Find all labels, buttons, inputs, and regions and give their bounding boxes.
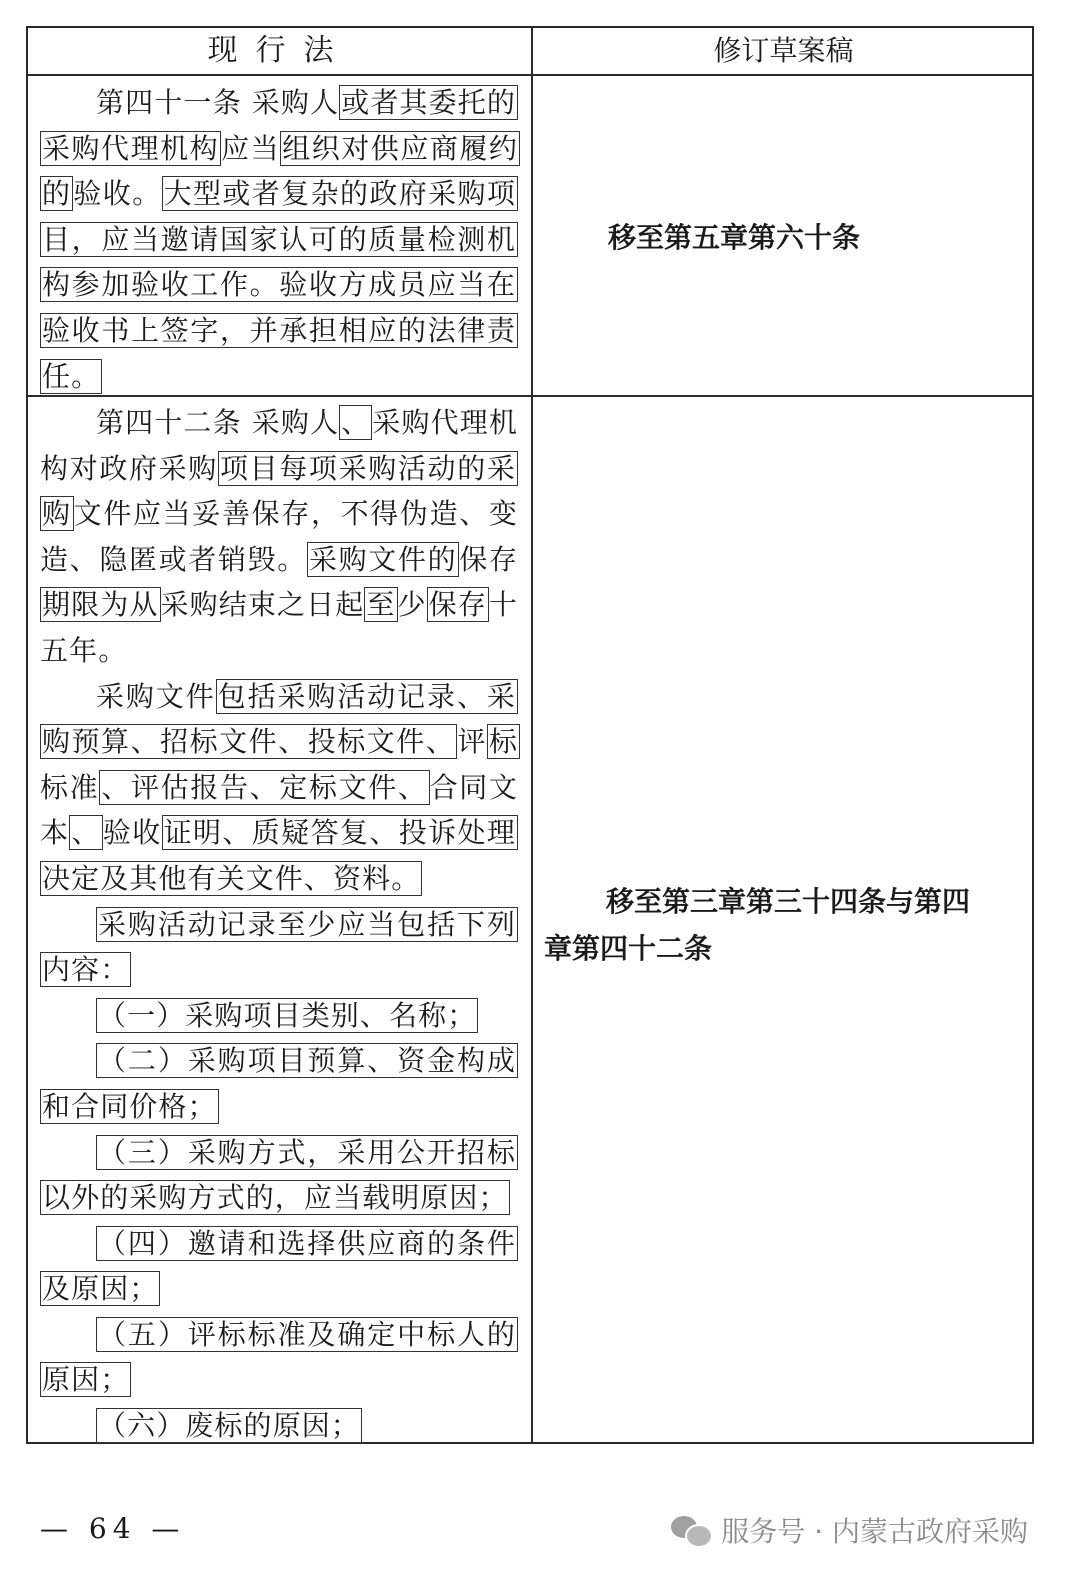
paragraph bbox=[40, 80, 518, 399]
paragraph bbox=[40, 902, 518, 993]
boxed-text-segment: （二）采购项目预算、资金构成和合同价格； bbox=[42, 1044, 516, 1123]
row2-current-law-text bbox=[40, 400, 518, 1449]
boxed-text-segment: （四）邀请和选择供应商的条件及原因； bbox=[42, 1226, 516, 1306]
watermark bbox=[671, 1510, 1028, 1550]
header-revision-draft: 修订草案稿 bbox=[713, 34, 854, 67]
text-segment: 验收。 bbox=[73, 177, 162, 211]
text-segment: 十五年。 bbox=[40, 588, 518, 667]
boxed-text-segment: 、评估报告、定标文件、 bbox=[101, 770, 428, 804]
boxed-text-segment: 大型或者复杂的政府采购项目，应当邀请国家认可的质量检测机构参加验收工作。验收方成员应当在验收书上签字，并承担相应的法律责任。 bbox=[42, 177, 517, 393]
row2-revision-line2: 章第四十二条 bbox=[544, 932, 713, 965]
text-segment: 第四十一条 采购人 bbox=[96, 86, 340, 119]
boxed-text-segment: 期限为从 bbox=[42, 588, 159, 622]
text-segment: 验收 bbox=[102, 816, 162, 850]
boxed-text-segment: 至 bbox=[366, 588, 396, 622]
paragraph bbox=[40, 1403, 518, 1449]
text-segment: 采购文件 bbox=[96, 679, 216, 713]
boxed-text-segment: （五）评标标准及确定中标人的原因； bbox=[42, 1317, 516, 1397]
header-divider bbox=[28, 74, 1032, 76]
boxed-text-segment: 、 bbox=[341, 406, 371, 439]
paragraph bbox=[40, 1221, 518, 1312]
row2-revision-line1: 移至第三章第三十四条与第四 bbox=[606, 885, 971, 918]
boxed-text-segment: （三）采购方式，采用公开招标以外的采购方式的，应当载明原因； bbox=[42, 1135, 516, 1215]
paragraph bbox=[40, 993, 518, 1039]
row1-revision-text: 移至第五章第六十条 bbox=[608, 221, 861, 254]
boxed-text-segment: 采购文件的 bbox=[308, 542, 458, 576]
boxed-text-segment: 组织对供应商履约 bbox=[282, 131, 518, 165]
text-segment: 第四十二条 采购人 bbox=[96, 406, 340, 439]
boxed-text-segment: （六）废标的原因； bbox=[98, 1409, 360, 1443]
text-segment: 文件应当妥善保存，不得伪造、变造、隐匿或者销毁。 bbox=[40, 497, 518, 576]
text-segment: 标准 bbox=[40, 770, 100, 804]
paragraph bbox=[40, 1312, 518, 1403]
column-divider bbox=[531, 28, 533, 1442]
text-segment: 采购结束之日起 bbox=[160, 588, 365, 622]
text-segment: 采购代理机构对政府采购 bbox=[40, 406, 518, 485]
text-segment: 保存 bbox=[459, 542, 518, 576]
paragraph bbox=[40, 674, 518, 902]
text-segment: 合同文本 bbox=[40, 770, 518, 850]
boxed-text-segment: 采购活动记录至少应当包括下列内容： bbox=[42, 907, 516, 987]
paragraph bbox=[40, 1130, 518, 1221]
header-current-law: 现行法 bbox=[207, 33, 352, 68]
boxed-text-segment: （一）采购项目类别、名称； bbox=[98, 998, 477, 1032]
boxed-text-segment: 或者其委托的采购代理机构 bbox=[42, 86, 516, 165]
comparison-table bbox=[26, 26, 1034, 1444]
row1-current-law-text bbox=[40, 80, 518, 399]
page-number: — 64 — bbox=[40, 1512, 186, 1545]
paragraph bbox=[40, 400, 518, 674]
text-segment: 少 bbox=[397, 588, 427, 622]
row2-revision-text bbox=[544, 878, 1024, 972]
boxed-text-segment: 的 bbox=[42, 177, 72, 211]
wechat-icon bbox=[671, 1514, 711, 1546]
boxed-text-segment: 包括采购活动记录、采购预算、招标文件、投标文件、 bbox=[42, 679, 516, 759]
boxed-text-segment: 项目每项采购活动的采购 bbox=[42, 451, 516, 531]
text-segment: 评 bbox=[457, 725, 487, 759]
watermark-text: 服务号 · 内蒙古政府采购 bbox=[721, 1515, 1028, 1548]
paragraph bbox=[40, 1038, 518, 1129]
text-segment: 应当 bbox=[221, 131, 281, 165]
boxed-text-segment: 、 bbox=[71, 816, 101, 850]
boxed-text-segment: 保存 bbox=[428, 588, 487, 622]
boxed-text-segment: 证明、质疑答复、投诉处理决定及其他有关文件、资料。 bbox=[42, 816, 517, 895]
boxed-text-segment: 标 bbox=[488, 725, 518, 759]
